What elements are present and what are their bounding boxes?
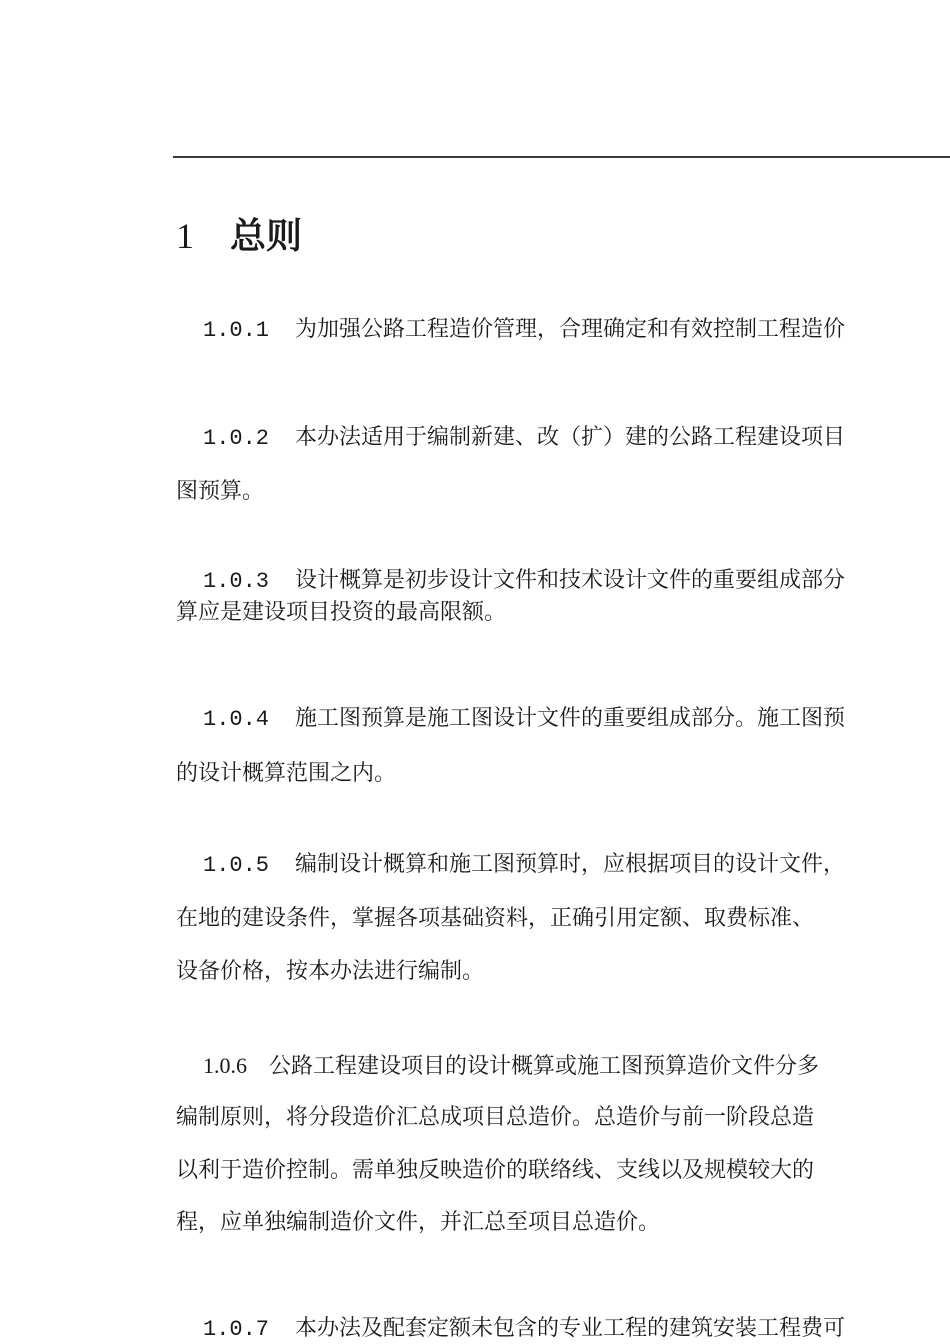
header-rule xyxy=(173,156,950,158)
clause-1-0-5-continuation: 设备价格，按本办法进行编制。 xyxy=(176,959,485,984)
clause-number: 1.0.7 xyxy=(203,1317,270,1342)
clause-1-0-5-continuation: 在地的建设条件，掌握各项基础资料，正确引用定额、取费标准、 xyxy=(176,906,815,931)
chapter-number: 1 xyxy=(176,216,194,256)
clause-text: 为加强公路工程造价管理，合理确定和有效控制工程造价 xyxy=(295,317,846,342)
clause-number: 1.0.1 xyxy=(203,318,270,343)
clause-text: 公路工程建设项目的设计概算或施工图预算造价文件分多 xyxy=(269,1054,820,1079)
clause-text: 施工图预算是施工图设计文件的重要组成部分。施工图预 xyxy=(295,706,846,731)
clause-1-0-3 xyxy=(203,566,845,597)
clause-number: 1.0.5 xyxy=(203,853,270,878)
clause-1-0-6-continuation: 以利于造价控制。需单独反映造价的联络线、支线以及规模较大的 xyxy=(176,1158,815,1183)
clause-1-0-2 xyxy=(203,423,845,454)
clause-1-0-2-continuation: 图预算。 xyxy=(176,479,265,504)
clause-1-0-6-continuation: 编制原则，将分段造价汇总成项目总造价。总造价与前一阶段总造 xyxy=(176,1105,815,1130)
clause-1-0-5 xyxy=(203,850,845,881)
clause-1-0-6 xyxy=(203,1051,819,1082)
clause-number: 1.0.4 xyxy=(203,707,270,732)
clause-text: 设计概算是初步设计文件和技术设计文件的重要组成部分 xyxy=(295,568,846,593)
chapter-title: 总则 xyxy=(230,215,303,257)
clause-number: 1.0.3 xyxy=(203,569,270,594)
clause-number: 1.0.6 xyxy=(203,1053,247,1078)
clause-1-0-3-continuation: 算应是建设项目投资的最高限额。 xyxy=(176,600,507,625)
clause-number: 1.0.2 xyxy=(203,426,270,451)
clause-1-0-4 xyxy=(203,704,845,735)
clause-1-0-1 xyxy=(203,315,845,346)
clause-text: 本办法及配套定额未包含的专业工程的建筑安装工程费可 xyxy=(295,1316,846,1341)
chapter-heading xyxy=(176,208,302,259)
clause-1-0-4-continuation: 的设计概算范围之内。 xyxy=(176,761,397,786)
clause-1-0-7 xyxy=(203,1314,845,1344)
clause-text: 本办法适用于编制新建、改（扩）建的公路工程建设项目 xyxy=(295,425,846,450)
clause-1-0-6-continuation: 程，应单独编制造价文件，并汇总至项目总造价。 xyxy=(176,1210,661,1235)
clause-text: 编制设计概算和施工图预算时，应根据项目的设计文件， xyxy=(295,852,846,877)
